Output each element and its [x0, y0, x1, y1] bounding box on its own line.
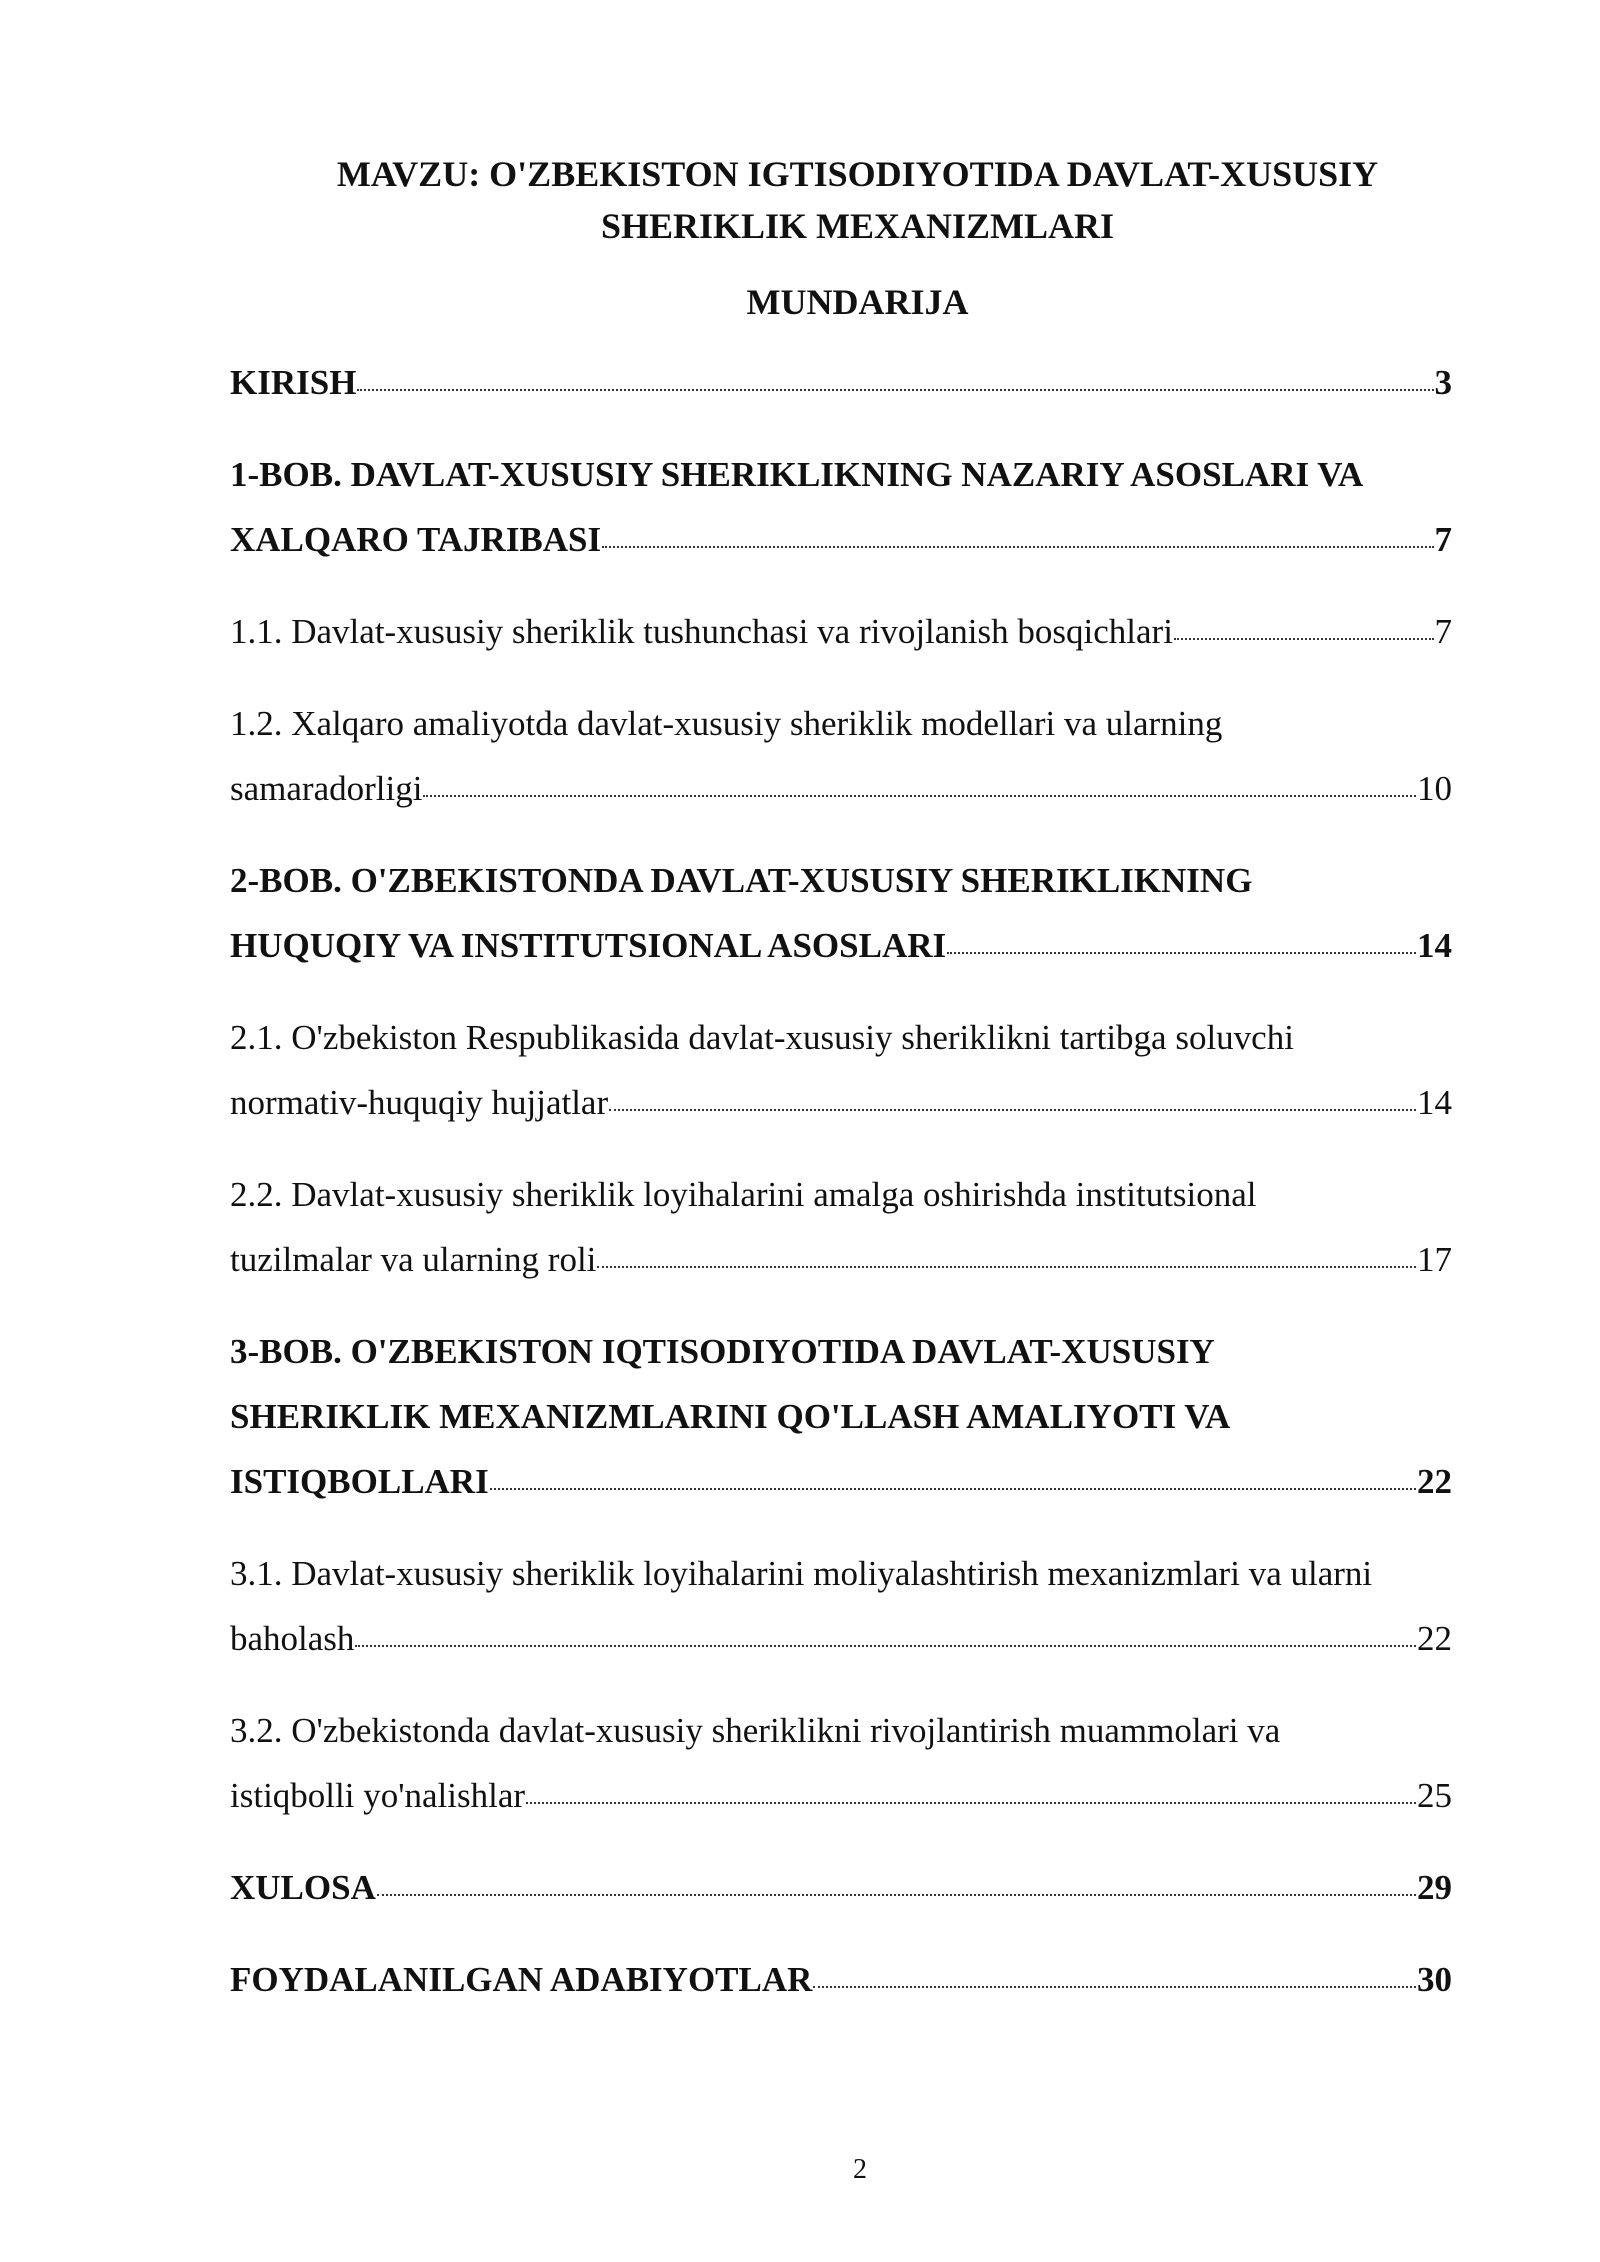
toc-page-number: 14 [1417, 1083, 1452, 1122]
toc-entry-section-1-1[interactable] [230, 599, 1452, 664]
toc-entry-chapter-1[interactable] [230, 442, 1480, 572]
toc-entry-title-line-2: tuzilmalar va ularning roli [230, 1240, 597, 1279]
toc-dot-leader [490, 1488, 1416, 1490]
document-title-line-2: SHERIKLIK MEXANIZMLARI [600, 206, 1115, 246]
toc-entry-chapter-3[interactable] [230, 1319, 1452, 1514]
toc-page-number: 14 [1417, 926, 1452, 965]
toc-dot-leader [423, 795, 1416, 797]
toc-dot-leader [526, 1802, 1416, 1804]
toc-entry-title-line-1: 3-BOB. O'ZBEKISTON IQTISODIYOTIDA DAVLAT-XUSUSIY [230, 1332, 1215, 1371]
toc-entry-title-line-2: SHERIKLIK MEXANIZMLARINI QO'LLASH AMALIYOTI VA [230, 1397, 1231, 1436]
toc-entry-title: XULOSA [230, 1868, 376, 1907]
toc-entry-title-line-1: 2-BOB. O'ZBEKISTONDA DAVLAT-XUSUSIY SHERIKLIKNING [230, 861, 1253, 900]
toc-entry-title-line-1: 1-BOB. DAVLAT-XUSUSIY SHERIKLIKNING NAZARIY ASOSLARI VA [230, 455, 1364, 494]
toc-entry-chapter-2[interactable] [230, 848, 1452, 978]
toc-entry-xulosa[interactable] [230, 1855, 1452, 1920]
toc-entry-section-1-2[interactable] [230, 691, 1452, 821]
toc-page-number: 22 [1417, 1619, 1452, 1658]
toc-entry-title: FOYDALANILGAN ADABIYOTLAR [230, 1960, 813, 1999]
toc-entry-adabiyotlar[interactable] [230, 1947, 1452, 2012]
toc-dot-leader [597, 1266, 1416, 1268]
toc-entry-title-line-1: 2.1. O'zbekiston Respublikasida davlat-xususiy sheriklikni tartibga soluvchi [230, 1018, 1294, 1057]
toc-entry-title-line-2: normativ-huquqiy hujjatlar [230, 1083, 609, 1122]
toc-entry-kirish[interactable] [230, 350, 1452, 415]
toc-page-number: 29 [1417, 1868, 1452, 1907]
toc-entry-title-line-1: 3.1. Davlat-xususiy sheriklik loyihalarini moliyalashtirish mexanizmlari va ularni [230, 1554, 1373, 1593]
toc-dot-leader [355, 1645, 1416, 1647]
toc-entry-title-line-1: 3.2. O'zbekistonda davlat-xususiy sheriklikni rivojlantirish muammolari va [230, 1711, 1281, 1750]
document-title-line-1: MAVZU: O'ZBEKISTON IGTISODIYOTIDA DAVLAT-XUSUSIY [336, 154, 1379, 194]
toc-dot-leader [609, 1109, 1416, 1111]
toc-entry-section-2-2[interactable] [230, 1162, 1452, 1292]
toc-entry-title-line-2: HUQUQIY VA INSTITUTSIONAL ASOSLARI [230, 926, 947, 965]
toc-entry-title-line-2: XALQARO TAJRIBASI [230, 520, 602, 559]
toc-dot-leader [1174, 638, 1434, 640]
toc-entry-title-line-2: samaradorligi [230, 769, 423, 808]
table-of-contents [230, 350, 1452, 2039]
toc-entry-title-line-2: istiqbolli yo'nalishlar [230, 1776, 526, 1815]
toc-entry-title-line-1: 1.2. Xalqaro amaliyotda davlat-xususiy sheriklik modellari va ularning [230, 704, 1223, 743]
toc-heading: MUNDARIJA [746, 282, 969, 322]
toc-page-number: 30 [1417, 1960, 1452, 1999]
toc-entry-title: 1.1. Davlat-xususiy sheriklik tushunchasi va rivojlanish bosqichlari [230, 612, 1173, 651]
toc-page-number: 7 [1434, 612, 1452, 651]
toc-page-number: 10 [1417, 769, 1452, 808]
toc-entry-title-line-1: 2.2. Davlat-xususiy sheriklik loyihalarini amalga oshirishda institutsional [230, 1175, 1257, 1214]
toc-entry-section-3-2[interactable] [230, 1698, 1452, 1828]
toc-entry-title: KIRISH [230, 363, 357, 402]
toc-page-number: 3 [1434, 363, 1452, 402]
toc-dot-leader [377, 1894, 1416, 1896]
toc-dot-leader [602, 546, 1433, 548]
toc-page-number: 17 [1417, 1240, 1452, 1279]
toc-entry-title-line-3: ISTIQBOLLARI [230, 1462, 489, 1501]
toc-page-number: 7 [1434, 520, 1452, 559]
toc-entry-title-line-2: baholash [230, 1619, 355, 1658]
toc-dot-leader [947, 952, 1416, 954]
toc-entry-section-3-1[interactable] [230, 1541, 1480, 1671]
toc-page-number: 22 [1417, 1462, 1452, 1501]
toc-dot-leader [813, 1986, 1416, 1988]
toc-entry-section-2-1[interactable] [230, 1005, 1452, 1135]
page-number: 2 [853, 2154, 867, 2185]
document-title [230, 148, 1485, 252]
toc-page-number: 25 [1417, 1776, 1452, 1815]
toc-dot-leader [357, 389, 1433, 391]
